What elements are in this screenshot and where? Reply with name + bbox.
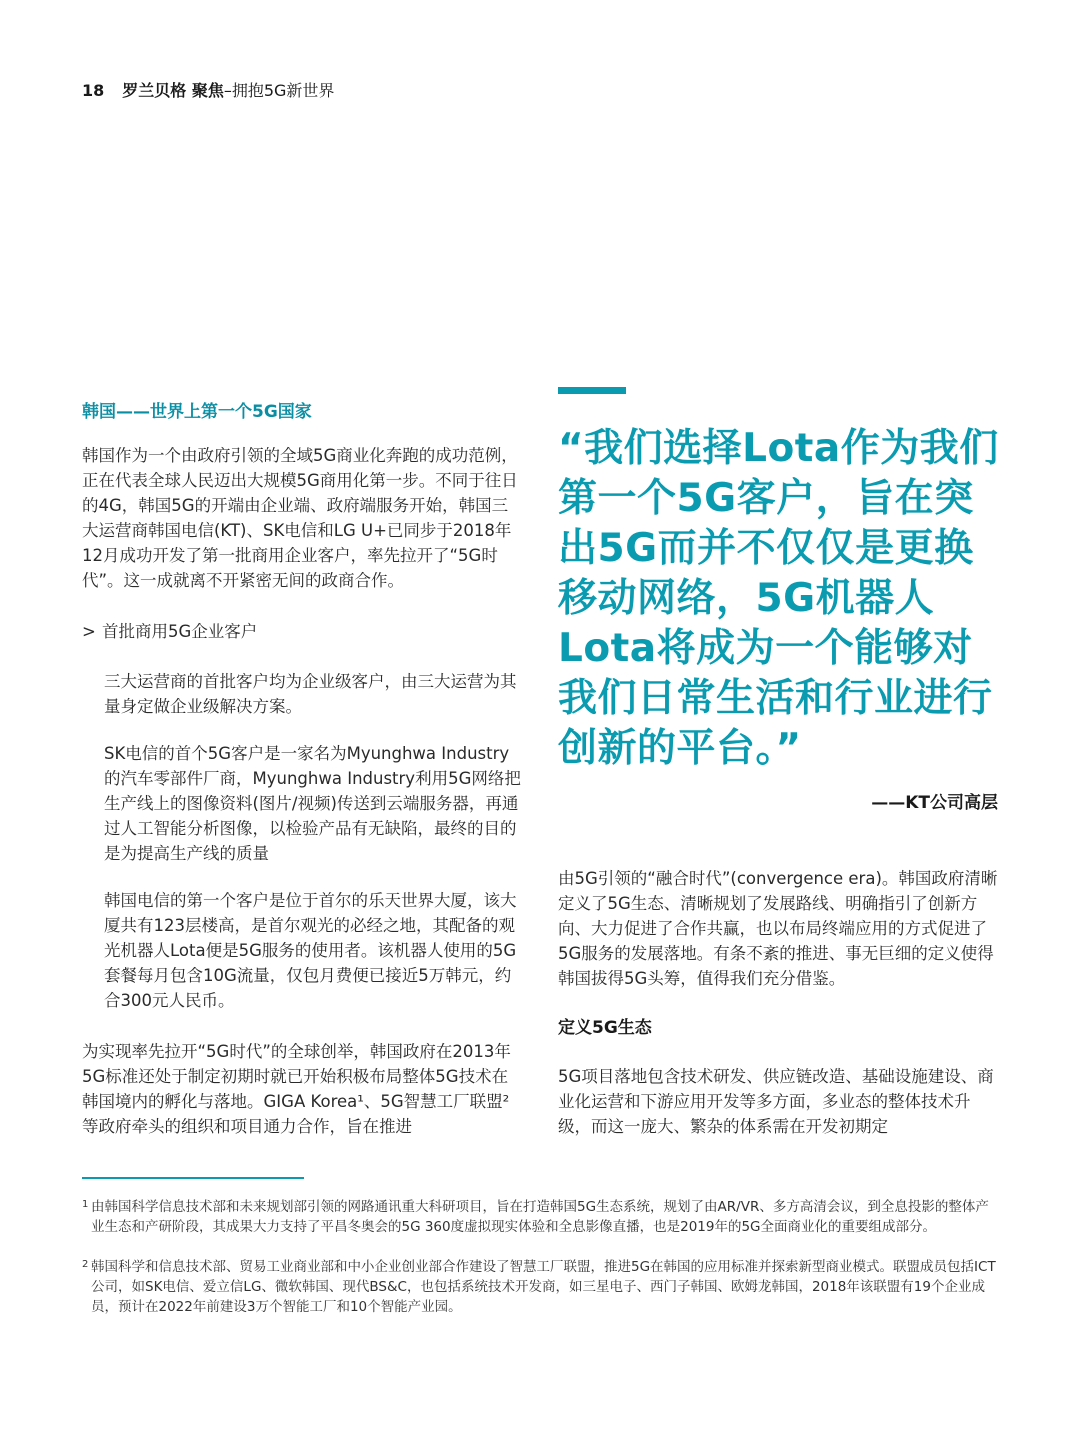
quote-accent-bar — [558, 387, 626, 394]
bullet-arrow-icon: > — [82, 622, 96, 641]
footnote-marker: 2 — [82, 1259, 89, 1270]
continuation-paragraph: 由5G引领的“融合时代”(convergence era)。韩国政府清晰定义了5G生态、清晰规划了发展路线、明确指引了创新方向、大力促进了合作共赢，也以布局终端应用的方式促进了5G服务的发展落地。有条不紊的推进、事无巨细的定义使得韩国拔得5G头筹，值得我们充分借鉴。 — [558, 869, 998, 988]
sk-telecom-paragraph: SK电信的首个5G客户是一家名为Myunghwa Industry的汽车零部件厂商，Myunghwa Industry利用5G网络把生产线上的图像资料(图片/视频)传送到云端服务器，再通过人工智能分析图像，以检验产品有无缺陷，最终的目的是为提高生产线的质量 — [104, 744, 521, 863]
government-paragraph: 为实现率先拉开“5G时代”的全球创举，韩国政府在2013年5G标准还处于制定初期时就已开始积极布局整体5G技术在韩国境内的孵化与落地。GIGA Korea¹、5G智慧工厂联盟²等政府牵头的组织和项目通力合作，旨在推进 — [82, 1042, 511, 1136]
ecosystem-subtitle: 定义5G生态 — [558, 1018, 652, 1038]
footnote-2 — [82, 1257, 1000, 1317]
bullet-heading — [82, 619, 257, 644]
section-title: 韩国——世界上第一个5G国家 — [82, 402, 312, 422]
footnote-marker: 1 — [82, 1199, 89, 1210]
first-clients-paragraph: 三大运营商的首批客户均为企业级客户，由三大运营为其量身定做企业级解决方案。 — [104, 672, 517, 716]
ecosystem-paragraph: 5G项目落地包含技术研发、供应链改造、基础设施建设、商业化运营和下游应用开发等多方面，多业态的整体技术升级，而这一庞大、繁杂的体系需在开发初期定 — [558, 1067, 994, 1136]
footnote-text: 韩国科学和信息技术部、贸易工业商业部和中小企业创业部合作建设了智慧工厂联盟，推进5G在韩国的应用标准并探索新型商业模式。联盟成员包括ICT公司，如SK电信、爱立信LG、微软韩国、现代BS&C，也包括系统技术开发商，如三星电子、西门子韩国、欧姆龙韩国，2018年该联盟有19个企业成员，预计在2022年前建设3万个智能工厂和10个智能产业园。 — [91, 1259, 996, 1315]
intro-paragraph: 韩国作为一个由政府引领的全域5G商业化奔跑的成功范例，正在代表全球人民迈出大规模5G商用化第一步。不同于往日的4G，韩国5G的开端由企业端、政府端服务开始，韩国三大运营商韩国电信(KT)、SK电信和LG U+已同步于2018年12月成功开发了第一批商用企业客户，率先拉开了“5G时代”。这一成就离不开紧密无间的政商合作。 — [82, 446, 518, 590]
footnote-divider — [82, 1177, 304, 1179]
footnote-1 — [82, 1197, 1000, 1237]
page-header — [82, 78, 334, 101]
pull-quote: “我们选择Lota作为我们第一个5G客户，旨在突出5G而并不仅仅是更换移动网络，5G机器人Lota将成为一个能够对我们日常生活和行业进行创新的平台。” — [558, 426, 999, 771]
publication-subtitle: –拥抱5G新世界 — [223, 81, 335, 100]
kt-paragraph: 韩国电信的第一个客户是位于首尔的乐天世界大厦，该大厦共有123层楼高，是首尔观光的必经之地，其配备的观光机器人Lota便是5G服务的使用者。该机器人使用的5G套餐每月包含10G流量，仅包月费便已接近5万韩元，约合300元人民币。 — [104, 891, 517, 1010]
publisher-name: 罗兰贝格 聚焦 — [122, 81, 224, 100]
quote-attribution: ——KT公司高层 — [871, 793, 998, 813]
page-number: 18 — [82, 81, 105, 100]
footnote-text: 由韩国科学信息技术部和未来规划部引领的网路通讯重大科研项目，旨在打造韩国5G生态系统，规划了由AR/VR、多方高清会议，到全息投影的整体产业生态和产研阶段，其成果大力支持了平昌冬奥会的5G 360度虚拟现实体验和全息影像直播，也是2019年的5G全面商业化的重要组成部分。 — [91, 1199, 989, 1235]
bullet-title: 首批商用5G企业客户 — [102, 622, 258, 641]
